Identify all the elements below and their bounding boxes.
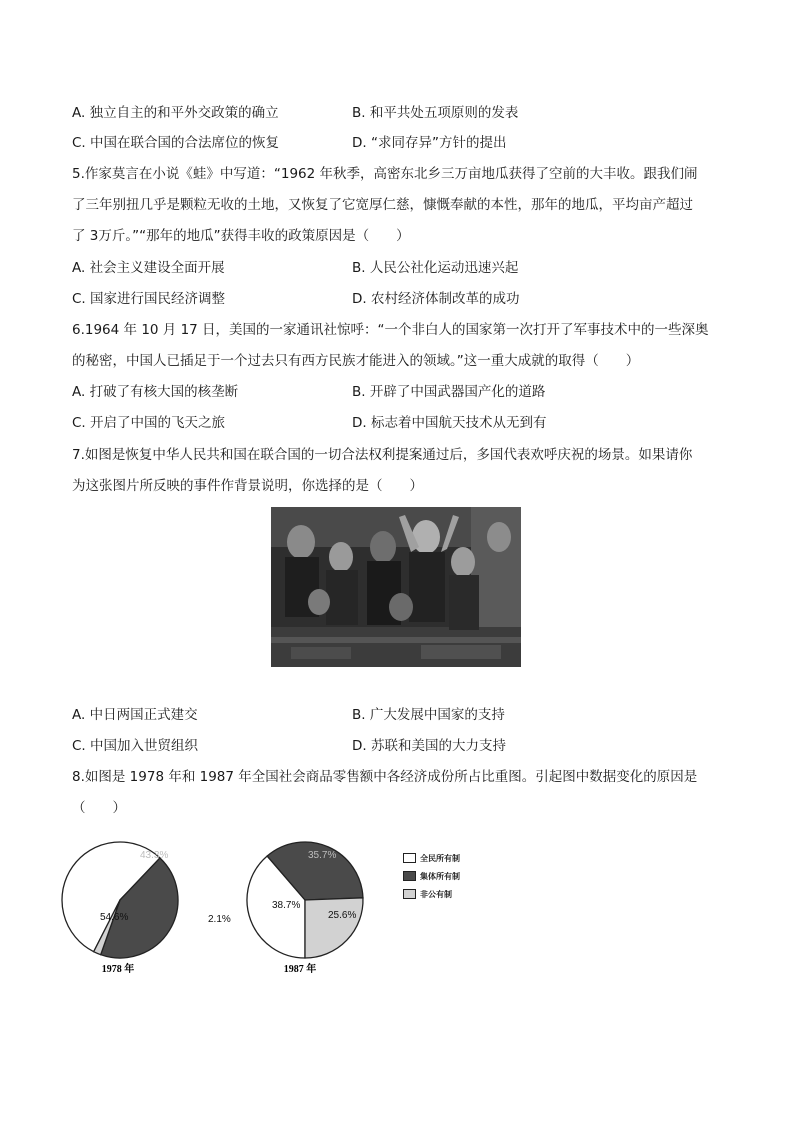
q5-stem-line-3: 了 3万斤。”“那年的地瓜”获得丰收的政策原因是（ ） [72,228,410,244]
q5-option-a: A. 社会主义建设全面开展 [72,260,225,276]
q6-stem-line-2: 的秘密，中国人已插足于一个过去只有西方民族才能进入的领域。”这一重大成就的取得（ ） [72,353,640,369]
legend-swatch [403,853,416,863]
legend-item [403,885,460,903]
legend-label: 非公有制 [420,889,452,899]
pie-slice [305,898,363,958]
q5-option-b: B. 人民公社化运动迅速兴起 [352,260,519,276]
q7-stem-line-1: 7.如图是恢复中华人民共和国在联合国的一切合法权利提案通过后，多国代表欢呼庆祝的场景。如果请你 [72,447,693,463]
q7-option-d: D. 苏联和美国的大力支持 [352,738,506,754]
pie-charts [60,830,380,980]
pie-data-label: 25.6% [328,910,357,921]
pie-data-label: 38.7% [272,900,301,911]
pie-data-label: 54.6% [100,912,129,923]
pie-data-label: 35.7% [308,850,337,861]
pie-data-label: 2.1% [208,914,231,925]
q4-option-d: D. “求同存异”方针的提出 [352,135,507,151]
q8-stem-line-1: 8.如图是 1978 年和 1987 年全国社会商品零售额中各经济成份所占比重图。引起图中数据变化的原因是 [72,769,698,785]
crowd-photo-illustration [271,507,521,667]
legend-label: 全民所有制 [420,853,460,863]
legend-item [403,849,460,867]
q7-option-c: C. 中国加入世贸组织 [72,738,199,754]
q5-stem-line-1: 5.作家莫言在小说《蛙》中写道：“1962 年秋季，高密东北乡三万亩地瓜获得了空前的大丰收。跟我们闹 [72,166,698,182]
q7-option-b: B. 广大发展中国家的支持 [352,707,505,723]
q4-option-b: B. 和平共处五项原则的发表 [352,105,519,121]
legend-swatch [403,889,416,899]
pie-data-label: 43.3% [140,850,169,861]
un-celebration-photo [271,507,521,667]
pie-chart-title: 1978 年 [101,964,135,975]
q7-stem-line-2: 为这张图片所反映的事件作背景说明，你选择的是（ ） [72,478,423,494]
legend-item [403,867,460,885]
pie-chart-title: 1987 年 [283,964,317,975]
legend-label: 集体所有制 [420,871,460,881]
q6-option-a: A. 打破了有核大国的核垄断 [72,384,239,400]
q5-stem-line-2: 了三年别扭几乎是颗粒无收的土地，又恢复了它宽厚仁慈，慷慨奉献的本性，那年的地瓜，平均亩产超过 [72,197,693,213]
q7-option-a: A. 中日两国正式建交 [72,707,198,723]
pie-chart-legend [403,849,460,903]
q4-option-a: A. 独立自主的和平外交政策的确立 [72,105,279,121]
q4-option-c: C. 中国在联合国的合法席位的恢复 [72,135,280,151]
q6-option-d: D. 标志着中国航天技术从无到有 [352,415,547,431]
q5-option-c: C. 国家进行国民经济调整 [72,291,226,307]
q6-option-b: B. 开辟了中国武器国产化的道路 [352,384,546,400]
q5-option-d: D. 农村经济体制改革的成功 [352,291,520,307]
legend-swatch [403,871,416,881]
q6-stem-line-1: 6.1964 年 10 月 17 日，美国的一家通讯社惊呼：“一个非白人的国家第一次打开了军事技术中的一些深奥 [72,322,709,338]
q6-option-c: C. 开启了中国的飞天之旅 [72,415,226,431]
q8-stem-line-2: （ ） [72,800,126,816]
